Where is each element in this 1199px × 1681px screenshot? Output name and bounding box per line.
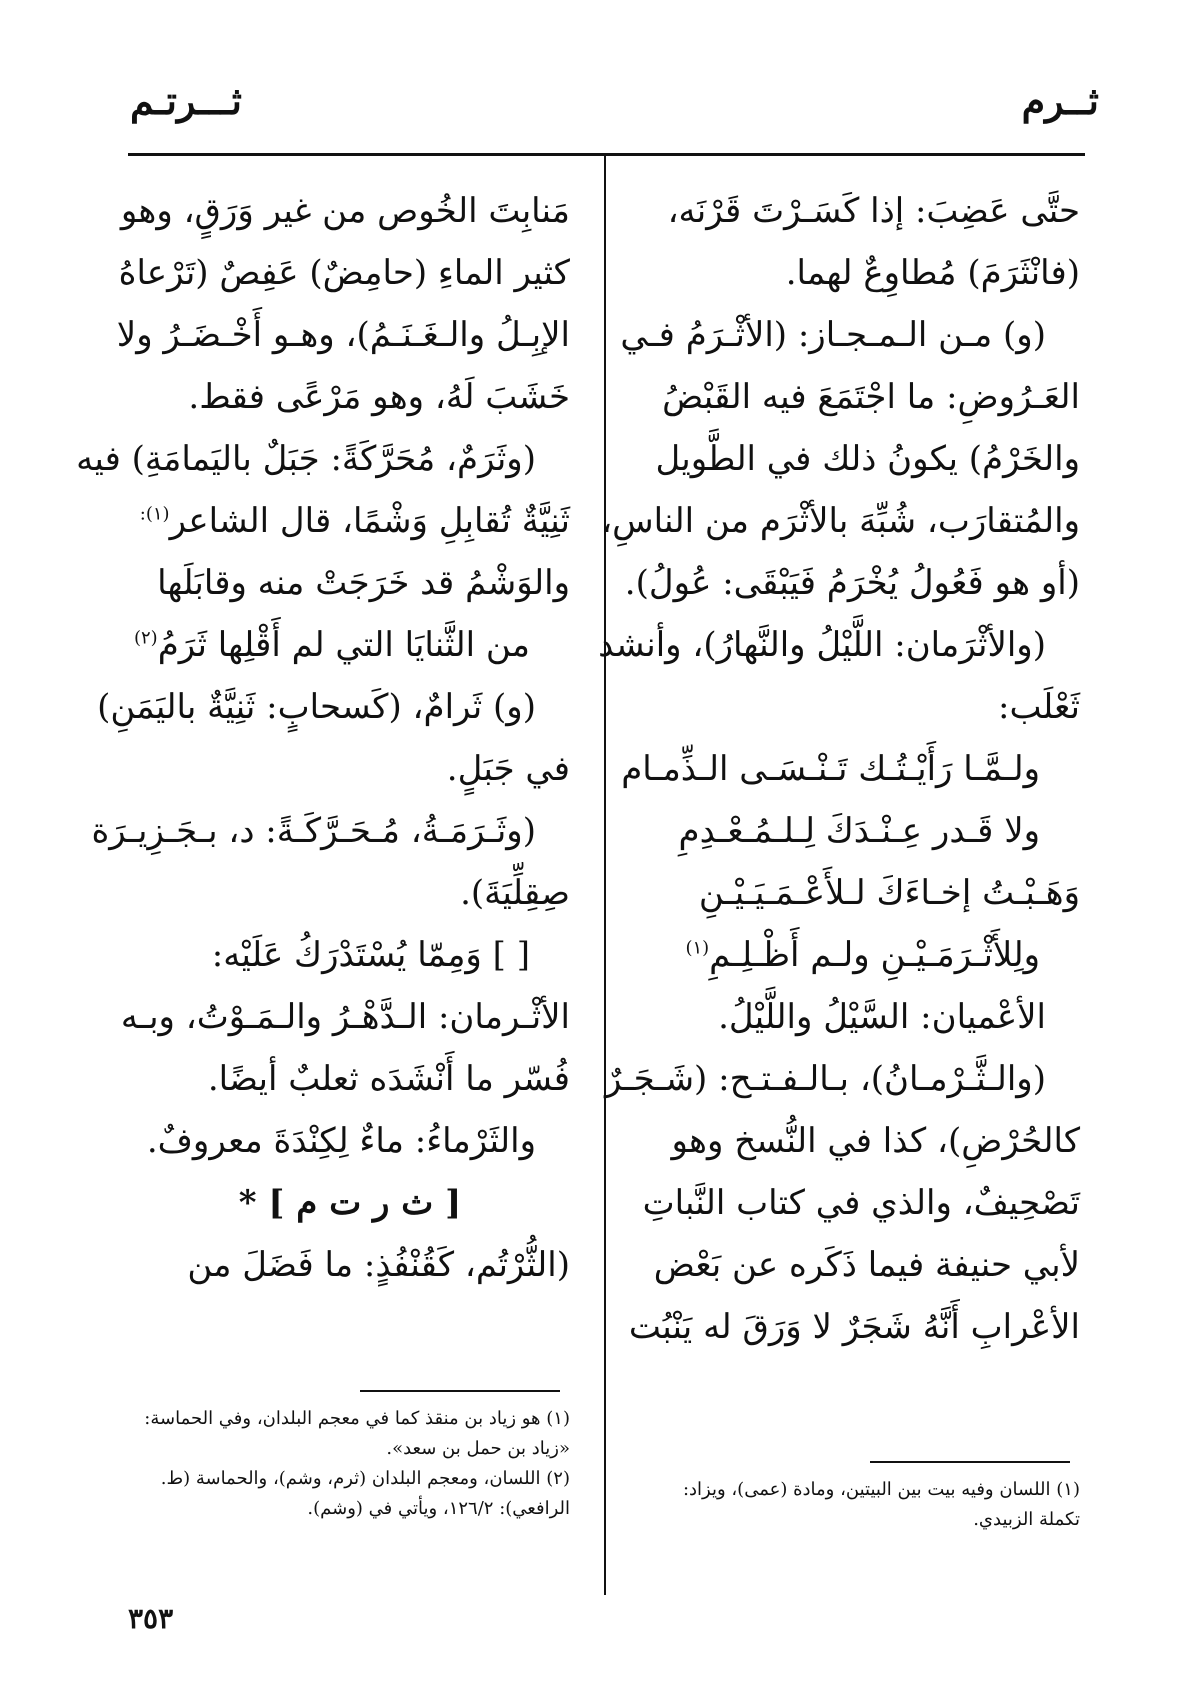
text-line: الإبِـلُ والـغَـنَـمُ)، وهـو أَخْـضَـرُ ولا — [116, 315, 570, 355]
footnote: (١) هو زياد بن منقذ كما في معجم البلدان، وفي الحماسة: «زياد بن حمل بن سعد». — [144, 1408, 570, 1459]
text-line: مَنابِتَ الخُوص من غير وَرَقٍ، وهو — [120, 191, 570, 231]
page-number: ٣٥٣ — [128, 1602, 174, 1635]
verse-line — [640, 924, 1080, 986]
left-column — [76, 180, 570, 1296]
text-line: الأثْـرمان: الـدَّهْـرُ والـمَـوْتُ، وبـه — [120, 997, 570, 1037]
verse-line: والوَشْمُ قد خَرَجَتْ منه وقابَلَها — [157, 563, 570, 603]
text-line: (والـثَّـرْمـانُ)، بـالـفـتـح: (شَـجَـرٌ — [604, 1059, 1046, 1099]
text-line: (أو هو فَعُولُ يُخْرَمُ فَيَبْقَى: عُولُ). — [624, 563, 1080, 603]
text-line: الأعْميان: السَّيْلُ واللَّيْلُ. — [718, 997, 1046, 1037]
footnote-marker: (١) — [685, 937, 710, 959]
verse-text: ولِلأَثْـرَمَـيْـنِ ولـم أَظْـلِـمِ — [709, 935, 1040, 975]
header-left-root: ثـــرتـم — [130, 78, 242, 123]
text-line: والثَرْماءُ: ماءٌ لِكِنْدَةَ معروفٌ. — [146, 1121, 536, 1161]
text-line: صِقِلِّيَةَ). — [460, 873, 570, 913]
text-line: والخَرْمُ) يكونُ ذلك في الطَّويل — [655, 439, 1080, 479]
footnote: (٢) اللسان، ومعجم البلدان (ثرم، وشم)، والحماسة (ط. الرافعي): ١٢٦/٢، ويأتي في (وشم). — [160, 1468, 570, 1519]
text-line: العَـرُوضِ: ما اجْتَمَعَ فيه القَبْضُ — [662, 377, 1080, 417]
verse-line: ولـمَّـا رَأَيْـتُـك تَـنْـسَـى الـذِّمـام — [621, 749, 1040, 789]
verse-line — [130, 614, 570, 676]
footnote-rule — [360, 1390, 560, 1392]
column-divider — [604, 155, 606, 1595]
text-run: ثَنِيَّةٌ تُقابِلِ وَشْمًا، قال الشاعر — [169, 501, 570, 541]
verse-line: وَهَـبْـتُ إخـاءَكَ لـلأَعْـمَـيَـيْـنِ — [698, 873, 1080, 913]
text-line: لأبي حنيفة فيما ذَكَره عن بَعْض — [653, 1245, 1080, 1285]
text-line: فُسّر ما أَنْشَدَه ثعلبٌ أيضًا. — [207, 1059, 570, 1099]
footnote: (١) اللسان وفيه بيت بين البيتين، ومادة (عمى)، ويزاد: تكملة الزبيدي. — [682, 1479, 1080, 1530]
text-line: ثَعْلَب: — [998, 687, 1080, 727]
text-line: (وثَـرَمَـةُ، مُـحَـرَّكَـةً: د، بـجَـزِيـرَة — [91, 811, 536, 851]
text-line: حتَّى عَضِبَ: إذا كَسَـرْتَ قَرْنَه، — [667, 191, 1080, 231]
header-right-root: ثــرم — [1021, 78, 1099, 123]
left-footnotes — [130, 1404, 570, 1524]
verse-text: من الثَّنايَا التي لم أَقْلِها ثَرَمُ — [157, 625, 530, 665]
text-line: خَشَبَ لَهُ، وهو مَرْعًى فقط. — [188, 377, 570, 417]
text-line: [ ] وَمِمّا يُسْتَدْرَكُ عَلَيْه: — [211, 935, 530, 975]
text-line: كالحُرْضِ)، كذا في النُّسخ وهو — [671, 1121, 1080, 1161]
text-line: في جَبَلٍ. — [446, 749, 570, 789]
footnote-marker: (٢) — [133, 627, 158, 649]
right-footnotes — [640, 1475, 1080, 1535]
footnote-rule — [870, 1461, 1070, 1463]
text-line: (والأثْرَمان: اللَّيْلُ والنَّهارُ)، وأنشد — [598, 625, 1046, 665]
text-line: (الثُّرْتُم، كَقُنْفُذٍ: ما فَضَلَ من — [187, 1245, 570, 1285]
running-header — [130, 78, 1099, 138]
text-line: (و) مـن الـمـجـاز: (الأثْـرَمُ فـي — [620, 315, 1046, 355]
text-line: كثير الماءِ (حامِضٌ) عَفِصٌ (تَرْعاهُ — [118, 253, 570, 293]
verse-line: ولا قَـدر عِـنْـدَكَ لِـلـمُـعْـدِمِ — [678, 811, 1040, 851]
text-line: (فانْثَرَمَ) مُطاوِعٌ لهما. — [785, 253, 1080, 293]
header-rule — [128, 153, 1085, 156]
text-line — [130, 490, 570, 552]
footnote-marker: (١): — [139, 503, 170, 525]
text-line: (وثَرَمٌ، مُحَرَّكَةً: جَبَلٌ باليَمامَةِ) فيه — [76, 439, 536, 479]
entry-heading: [ ث ر ت م ] * — [238, 1183, 462, 1223]
text-line: الأعْرابِ أَنَّهُ شَجَرٌ لا وَرَقَ له يَنْبُت — [628, 1307, 1080, 1347]
right-column — [598, 180, 1080, 1358]
text-line: (و) ثَرامٌ، (كَسحابٍ: ثَنِيَّةٌ باليَمَنِ) — [97, 687, 536, 727]
text-line: تَصْحِيفٌ، والذي في كتاب النَّباتِ — [642, 1183, 1080, 1223]
text-line: والمُتقارَب، شُبِّهَ بالأثْرَم من الناسِ، — [601, 501, 1080, 541]
